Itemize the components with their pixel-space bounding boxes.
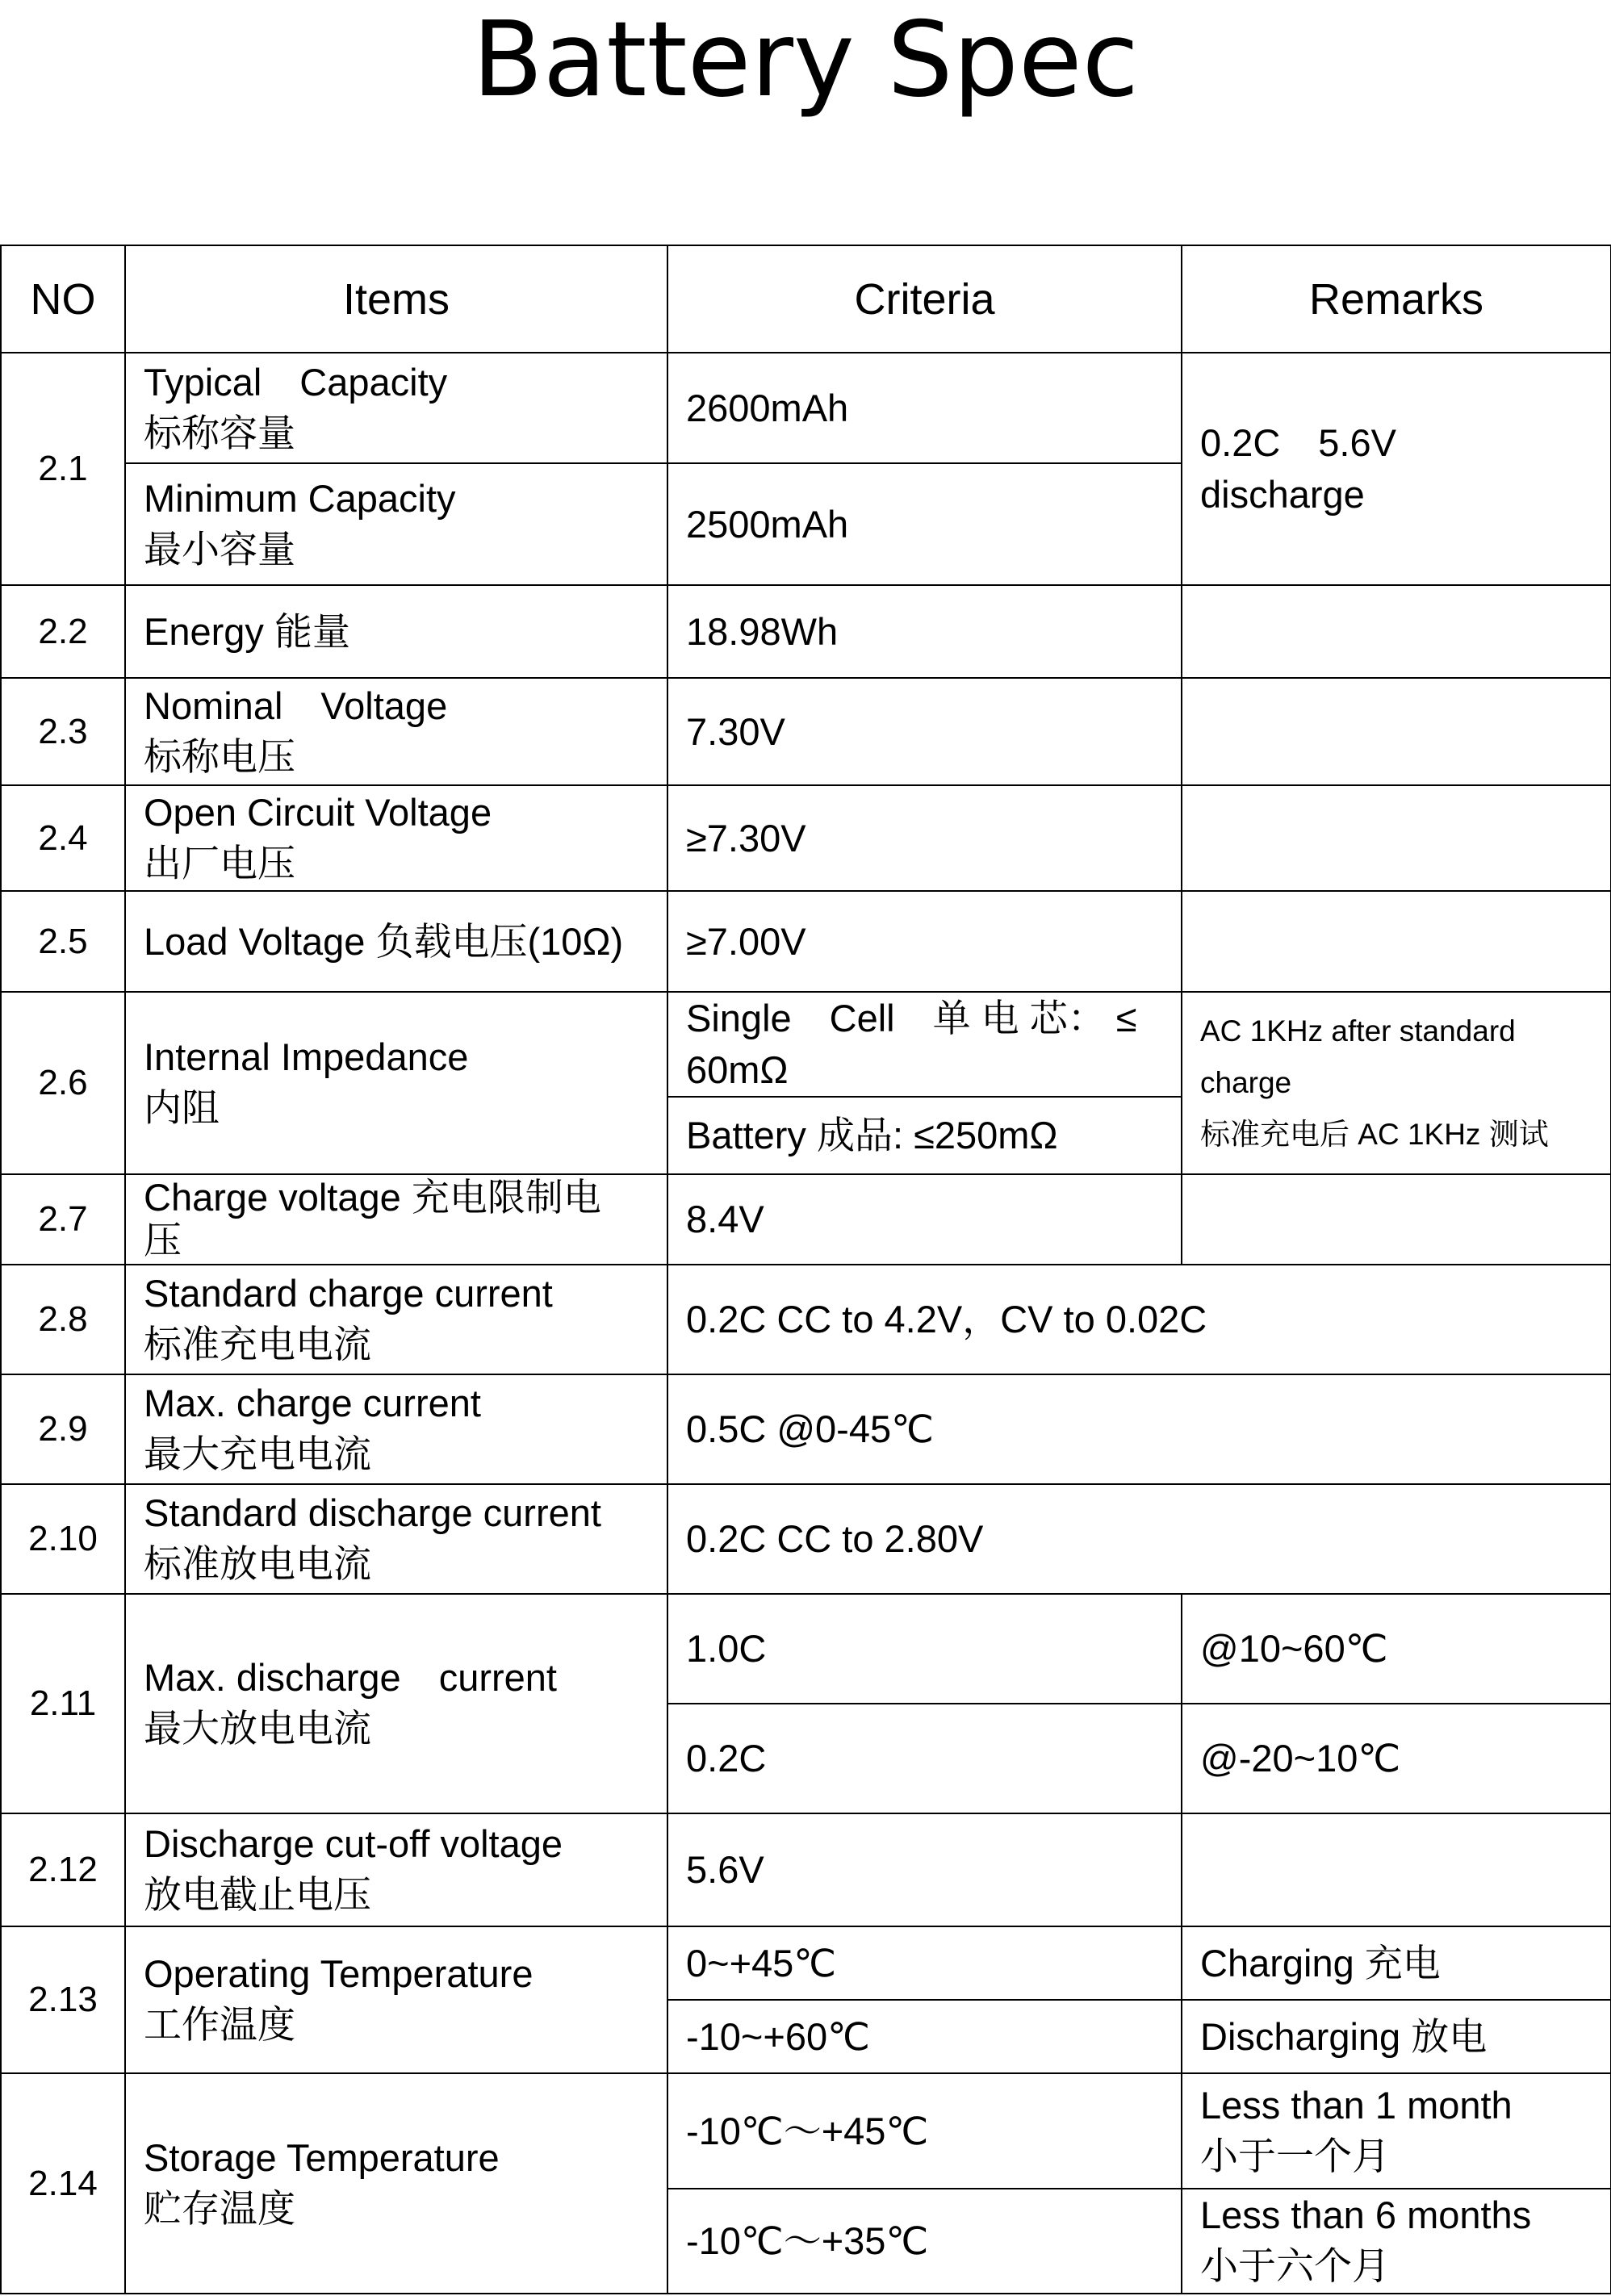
remarks-cell: [1182, 1813, 1611, 1926]
remarks-cell: [1182, 2189, 1611, 2294]
criteria-cell: 1.0C: [667, 1594, 1182, 1704]
item-label-en: Standard discharge current: [144, 1491, 601, 1534]
item-label-en: Operating Temperature: [144, 1952, 534, 1995]
item-cell: [125, 353, 667, 463]
remarks-line: charge: [1200, 1066, 1292, 1099]
item-cell: [125, 1174, 667, 1265]
criteria-cell: 18.98Wh: [667, 585, 1182, 678]
item-label-cn: 内阻: [144, 1086, 220, 1131]
remarks-line: 标准充电后 AC 1KHz 测试: [1200, 1118, 1549, 1151]
criteria-cell: 0.2C CC to 4.2V，CV to 0.02C: [667, 1265, 1611, 1374]
row-number: 2.2: [1, 585, 125, 678]
remarks-cell: [1182, 1174, 1611, 1265]
remarks-cell: [1182, 891, 1611, 992]
criteria-cell: ≥7.00V: [667, 891, 1182, 992]
criteria-cell: [667, 992, 1182, 1097]
row-number: 2.11: [1, 1594, 125, 1813]
table-header-row: [1, 245, 1611, 353]
item-cell: [125, 1374, 667, 1484]
criteria-cell: 5.6V: [667, 1813, 1182, 1926]
row-number: 2.9: [1, 1374, 125, 1484]
row-number: 2.8: [1, 1265, 125, 1374]
row-number: 2.12: [1, 1813, 125, 1926]
item-cell: [125, 891, 667, 992]
item-label-cn: 标称电压: [144, 734, 295, 780]
item-label-cn: 工作温度: [144, 2003, 295, 2047]
header-remarks: Remarks: [1182, 245, 1611, 353]
criteria-cell: 8.4V: [667, 1174, 1182, 1265]
item-label-cn: 最大放电电流: [144, 1707, 371, 1751]
criteria-cell: 0.2C: [667, 1704, 1182, 1813]
criteria-cell: 2600mAh: [667, 353, 1182, 463]
header-no: NO: [1, 245, 125, 353]
item-label-en: Open Circuit Voltage: [144, 790, 492, 834]
criteria-cell: 0.2C CC to 2.80V: [667, 1484, 1611, 1594]
table-row: [1, 1594, 1611, 1704]
table-row: [1, 585, 1611, 678]
remarks-cell: [1182, 678, 1611, 785]
row-number: 2.10: [1, 1484, 125, 1594]
item-cell: [125, 785, 667, 891]
item-label: Load Voltage 负载电压(10Ω): [144, 919, 624, 963]
remarks-cell: @10~60℃: [1182, 1594, 1611, 1704]
item-label-en: Max. discharge current: [144, 1656, 557, 1699]
row-number: 2.14: [1, 2073, 125, 2294]
criteria-cell: Battery 成品: ≤250mΩ: [667, 1097, 1182, 1174]
header-criteria: Criteria: [667, 245, 1182, 353]
remarks-line: 0.2C 5.6V: [1200, 421, 1396, 464]
table-row: [1, 1484, 1611, 1594]
remarks-cell: [1182, 585, 1611, 678]
remarks-line: 小于一个月: [1200, 2134, 1390, 2179]
item-label-en: Standard charge current: [144, 1272, 553, 1315]
item-label-cn: 标称容量: [144, 411, 295, 456]
criteria-cell: -10~+60℃: [667, 2000, 1182, 2073]
item-label-en: Nominal Voltage: [144, 684, 448, 727]
row-number: 2.13: [1, 1926, 125, 2073]
table-row: [1, 2073, 1611, 2189]
remarks-line: AC 1KHz after standard: [1200, 1014, 1516, 1048]
criteria-line: 60mΩ: [686, 1048, 789, 1091]
criteria-cell: 2500mAh: [667, 463, 1182, 585]
remarks-cell: [1182, 992, 1611, 1174]
item-cell: [125, 1926, 667, 2073]
item-label-cn: 最小容量: [144, 527, 295, 572]
remarks-cell: Charging 充电: [1182, 1926, 1611, 2000]
remarks-cell: [1182, 785, 1611, 891]
remarks-cell: Discharging 放电: [1182, 2000, 1611, 2073]
table-row: [1, 1174, 1611, 1265]
row-number: 2.7: [1, 1174, 125, 1265]
criteria-cell: ≥7.30V: [667, 785, 1182, 891]
table-row: [1, 678, 1611, 785]
item-label-en: Internal Impedance: [144, 1035, 469, 1078]
row-number: 2.5: [1, 891, 125, 992]
remarks-line: Less than 6 months: [1200, 2194, 1532, 2236]
criteria-cell: -10℃～+45℃: [667, 2073, 1182, 2189]
row-number: 2.4: [1, 785, 125, 891]
item-label-en: Minimum Capacity: [144, 476, 456, 520]
table-row: [1, 891, 1611, 992]
item-cell: [125, 1594, 667, 1813]
criteria-cell: -10℃～+35℃: [667, 2189, 1182, 2294]
item-label-cn: 标准放电电流: [144, 1542, 371, 1587]
item-label-cn: 最大充电电流: [144, 1432, 371, 1477]
remarks-cell: [1182, 2073, 1611, 2189]
item-cell: [125, 992, 667, 1174]
item-cell: [125, 1265, 667, 1374]
table-row: [1, 1926, 1611, 2000]
item-label-cn: 压: [144, 1219, 182, 1263]
item-label-cn: 标准充电电流: [144, 1323, 371, 1367]
criteria-line: Single Cell 单 电 芯： ≤: [686, 997, 1137, 1039]
remarks-cell: [1182, 353, 1611, 585]
item-label-cn: 放电截止电压: [144, 1873, 371, 1918]
header-items: Items: [125, 245, 667, 353]
remarks-line: 小于六个月: [1200, 2244, 1390, 2289]
page-title: Battery Spec: [471, 0, 1140, 120]
row-number: 2.6: [1, 992, 125, 1174]
table-row: [1, 353, 1611, 463]
table-row: [1, 1813, 1611, 1926]
item-cell: [125, 1813, 667, 1926]
item-cell: [125, 2073, 667, 2294]
table-row: [1, 1374, 1611, 1484]
remarks-line: Less than 1 month: [1200, 2083, 1513, 2127]
battery-spec-table: [0, 245, 1611, 2294]
criteria-cell: 0.5C @0-45℃: [667, 1374, 1611, 1484]
row-number: 2.3: [1, 678, 125, 785]
item-cell: [125, 678, 667, 785]
remarks-cell: @-20~10℃: [1182, 1704, 1611, 1813]
item-label-cn: 贮存温度: [144, 2186, 295, 2231]
item-cell: [125, 1484, 667, 1594]
row-number: 2.1: [1, 353, 125, 585]
item-label-cn: 出厂电压: [144, 841, 295, 886]
item-label: Energy 能量: [144, 609, 350, 653]
item-label-en: Discharge cut-off voltage: [144, 1822, 563, 1865]
criteria-cell: 0~+45℃: [667, 1926, 1182, 2000]
item-label-en: Charge voltage 充电限制电: [144, 1176, 601, 1219]
item-label-en: Typical Capacity: [144, 360, 448, 404]
criteria-cell: 7.30V: [667, 678, 1182, 785]
remarks-line: discharge: [1200, 473, 1365, 516]
table-row: [1, 992, 1611, 1097]
item-cell: [125, 585, 667, 678]
table-row: [1, 1265, 1611, 1374]
item-cell: [125, 463, 667, 585]
item-label-en: Max. charge current: [144, 1382, 481, 1424]
item-label-en: Storage Temperature: [144, 2135, 500, 2179]
table-row: [1, 785, 1611, 891]
